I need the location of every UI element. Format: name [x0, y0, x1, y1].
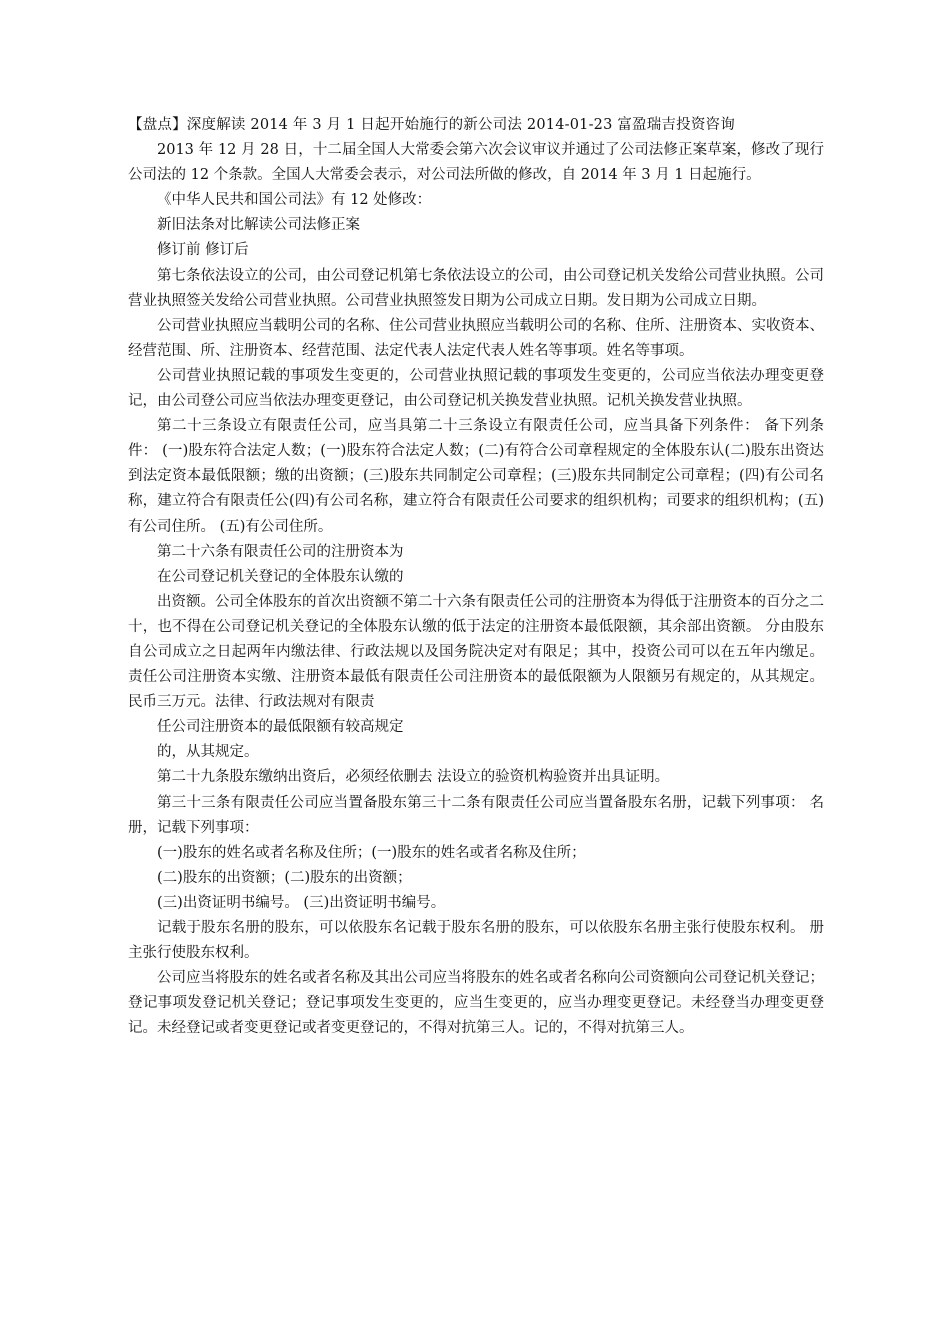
paragraph-license-change: 公司营业执照记载的事项发生变更的，公司营业执照记载的事项发生变更的，公司应当依法办理变更登记，由公司登公司应当依法办理变更登记，由公司登记机关换发营业执照。记机关换发营业执照。 [128, 367, 824, 410]
paragraph-item-2: (二)股东的出资额；(二)股东的出资额； [157, 869, 412, 886]
paragraph-article-33: 第三十三条有限责任公司应当置备股东第三十二条有限责任公司应当置备股东名册，记载下列事项： 名册，记载下列事项： [128, 794, 824, 836]
paragraph-article-26-line2: 在公司登记机关登记的全体股东认缴的 [157, 568, 404, 585]
paragraph-article-26-line3: 任公司注册资本的最低限额有较高规定 [157, 719, 404, 736]
paragraph-item-3: (三)出资证明书编号。 (三)出资证明书编号。 [157, 894, 446, 911]
paragraph-intro: 2013 年 12 月 28 日，十二届全国人大常委会第六次会议审议并通过了公司法修正案草案，修改了现行公司法的 12 个条款。全国人大常委会表示，对公司法所做的修改，自 2014 年 3 月 1 日起施行。 [128, 142, 824, 184]
paragraph-license-contents: 公司营业执照应当载明公司的名称、住公司营业执照应当载明公司的名称、住所、注册资本、实收资本、经营范围、所、注册资本、经营范围、法定代表人法定代表人姓名等事项。姓名等事项。 [128, 317, 824, 359]
paragraph-item-1: (一)股东的姓名或者名称及住所；(一)股东的姓名或者名称及住所； [157, 844, 586, 861]
paragraph-register-rights: 记载于股东名册的股东，可以依股东名记载于股东名册的股东，可以依股东名册主张行使股东权利。 册主张行使股东权利。 [128, 920, 824, 962]
paragraph-article-7: 第七条依法设立的公司，由公司登记机第七条依法设立的公司，由公司登记机关发给公司营业执照。公司营业执照签关发给公司营业执照。公司营业执照签发日期为公司成立日期。发日期为公司成立日期。 [128, 267, 824, 309]
paragraph-comparison-heading: 新旧法条对比解读公司法修正案 [157, 217, 360, 234]
paragraph-article-26-line1: 第二十六条有限责任公司的注册资本为 [157, 543, 404, 560]
paragraph-article-26-line4: 的，从其规定。 [157, 744, 259, 761]
paragraph-registration: 公司应当将股东的姓名或者名称及其出公司应当将股东的姓名或者名称向公司资额向公司登记机关登记；登记事项发登记机关登记；登记事项发生变更的，应当生变更的，应当办理变更登记。未经登当办理变更登记。未经登记或者变更登记或者变更登记的，不得对抗第三人。记的，不得对抗第三人。 [128, 970, 824, 1037]
paragraph-amendment-count: 《中华人民共和国公司法》有 12 处修改： [157, 192, 432, 209]
document-title: 【盘点】深度解读 2014 年 3 月 1 日起开始施行的新公司法 2014-01-23 富盈瑞吉投资咨询 [128, 117, 735, 133]
document-page [128, 113, 824, 1041]
paragraph-article-26-body: 出资额。公司全体股东的首次出资额不第二十六条有限责任公司的注册资本为得低于注册资本的百分之二十，也不得在公司登记机关登记的全体股东认缴的低于法定的注册资本最低限额，其余部出资额。 分由股东自公司成立之日起两年内缴法律、行政法规以及国务院决定对有限足；其中，投资公司可以在五年内缴足。 责任公司注册资本实缴、注册资本最低有限责任公司注册资本的最低限额为人限额另有规定的，从其规定。 民币三万元。法律、行政法规对有限责 [128, 593, 824, 711]
paragraph-article-23: 第二十三条设立有限责任公司，应当具第二十三条设立有限责任公司，应当具备下列条件： 备下列条件： (一)股东符合法定人数；(一)股东符合法定人数；(二)有符合公司章程规定的全体股东认(二)股东出资达到法定资本最低限额；缴的出资额；(三)股东共同制定公司章程；(三)股东共同制定公司章程；(四)有公司名称，建立符合有限责任公(四)有公司名称，建立符合有限责任公司要求的组织机构；司要求的组织机构；(五)有公司住所。 (五)有公司住所。 [128, 418, 824, 535]
paragraph-column-headers: 修订前 修订后 [157, 242, 249, 259]
paragraph-article-29: 第二十九条股东缴纳出资后，必须经依删去 法设立的验资机构验资并出具证明。 [157, 769, 670, 786]
